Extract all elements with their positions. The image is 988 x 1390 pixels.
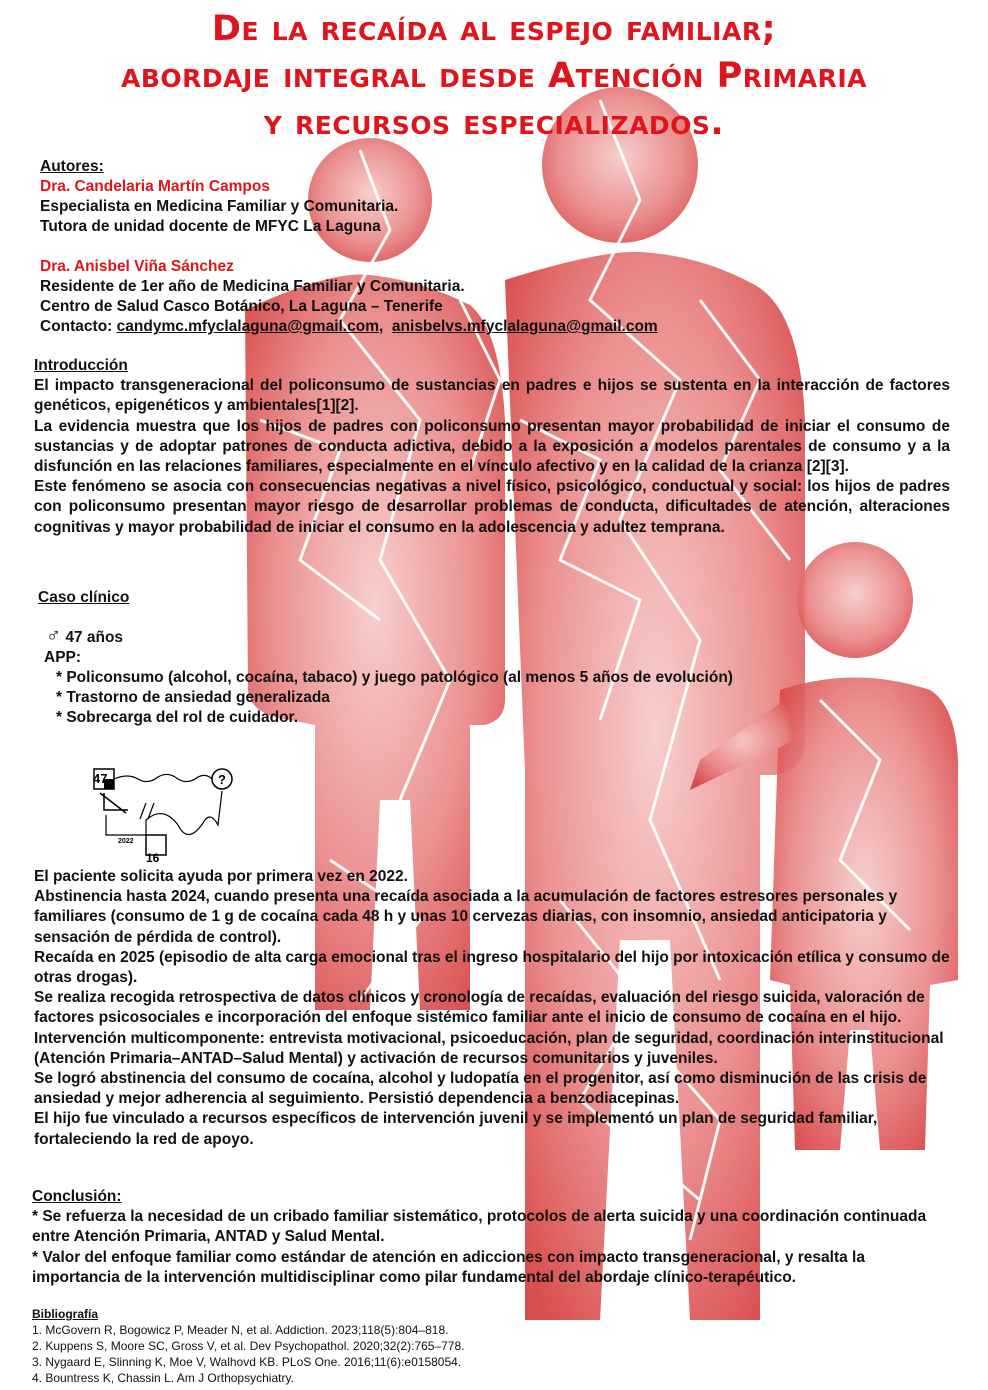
reference-2: 2. Kuppens S, Moore SC, Gross V, et al. Dev Psychopathol. 2020;32(2):765–778. — [32, 1339, 465, 1353]
email-link-2[interactable]: anisbelvs.mfyclalaguna@gmail.com — [391, 318, 658, 335]
narrative-paragraph-7: El hijo fue vinculado a recursos específicos de intervención juvenil y se implementó un plan de seguridad familiar, fortaleciendo la red de apoyo. — [34, 1110, 878, 1148]
title-line-2: abordaje integral desde Atención Primaria — [121, 56, 867, 96]
clinical-case-heading: Caso clínico — [38, 589, 130, 606]
author-1-role-2: Tutora de unidad docente de MFYC La Laguna — [40, 218, 381, 235]
author-2-name: Dra. Anisbel Viña Sánchez — [40, 258, 234, 275]
authors-heading: Autores: — [40, 158, 104, 175]
introduction-section — [34, 356, 950, 538]
introduction-heading: Introducción — [34, 357, 128, 374]
male-symbol-icon: ♂ — [46, 625, 61, 647]
conclusion-heading: Conclusión: — [32, 1188, 122, 1205]
title-line-3: y recursos especializados. — [263, 103, 725, 143]
author-2-role-2: Centro de Salud Casco Botánico, La Laguna – Tenerife — [40, 298, 443, 315]
reference-3: 3. Nygaard E, Slinning K, Moe V, Walhovd KB. PLoS One. 2016;11(6):e0158054. — [32, 1355, 462, 1369]
genogram-relationship-line — [100, 793, 128, 813]
reference-4: 4. Bountress K, Chassin L. Am J Orthopsychiatry. — [32, 1371, 294, 1385]
narrative-paragraph-6: Se logró abstinencia del consumo de cocaína, alcohol y ludopatía en el progenitor, así como disminución de las crisis de ansiedad y mejor adherencia al seguimiento. Persistió dependencia a benzodiacepinas. — [34, 1070, 927, 1108]
contact-line — [40, 317, 658, 337]
title-line-1: De la recaída al espejo familiar; — [211, 9, 777, 49]
narrative-paragraph-4: Se realiza recogida retrospectiva de datos clínicos y cronología de recaídas, evaluación del riesgo suicida, valoración de factores psicosociales e incorporación del enfoque sistémico familiar ante el inicio de consumo de cocaína en el hijo. — [34, 989, 925, 1027]
introduction-paragraph-1: El impacto transgeneracional del policonsumo de sustancias en padres e hijos se sustenta en la interacción de factores genéticos, epigenéticos y ambientales[1][2]. — [34, 377, 950, 415]
genogram-year: 2022 — [118, 838, 134, 845]
genogram-separation-marks — [140, 803, 154, 819]
narrative-paragraph-3: Recaída en 2025 (episodio de alta carga emocional tras el ingreso hospitalario del hijo por intoxicación etílica y consumo de otras drogas). — [34, 948, 950, 987]
narrative-paragraph-2: Abstinencia hasta 2024, cuando presenta una recaída asociada a la acumulación de factores estresores personales y familiares (consumo de 1 g de cocaína cada 48 h y unas 10 cervezas diarias, con insomnio, ansiedad anticipatoria y sensación de pérdida de control). — [34, 888, 898, 946]
patient-age: 47 años — [65, 629, 124, 646]
case-narrative — [34, 867, 954, 1150]
app-label: APP: — [44, 649, 82, 666]
email-separator: , — [378, 318, 384, 335]
author-1-name: Dra. Candelaria Martín Campos — [40, 178, 270, 195]
introduction-paragraph-3: Este fenómeno se asocia con consecuencias negativas a nivel físico, psicológico, conductual y social: los hijos de padres con policonsumo presentan mayor riesgo de desarrollar problemas de conducta, dificultades de atención, alteraciones cognitivas y mayor probabilidad de iniciar el consumo en la adolescencia y adultez temprana. — [34, 478, 950, 536]
authors-section — [40, 157, 658, 337]
genogram-child-age: 16 — [146, 851, 160, 865]
conclusion-point-1: * Se refuerza la necesidad de un cribado familiar sistemático, protocolos de alerta suicida y una coordinación continuada entre Atención Primaria, ANTAD y Salud Mental. — [32, 1208, 927, 1246]
narrative-paragraph-1: El paciente solicita ayuda por primera vez en 2022. — [34, 868, 408, 885]
poster-title — [10, 6, 978, 147]
genogram-diagram — [88, 765, 248, 865]
reference-1: 1. McGovern R, Bogowicz P, Meader N, et al. Addiction. 2023;118(5):804–818. — [32, 1323, 449, 1337]
bibliography-heading: Bibliografía — [32, 1307, 99, 1321]
genogram-partner-mark: ? — [218, 772, 226, 787]
contact-label: Contacto: — [40, 318, 113, 335]
genogram-father-age: 47 — [93, 771, 108, 786]
genogram-couple-line — [114, 774, 212, 781]
patient-line — [34, 626, 733, 648]
email-link-1[interactable]: candymc.mfyclalaguna@gmail.com — [116, 318, 379, 335]
app-item-2: * Trastorno de ansiedad generalizada — [56, 689, 330, 706]
genogram-sibling-line — [106, 791, 222, 835]
app-item-3: * Sobrecarga del rol de cuidador. — [56, 709, 299, 726]
app-item-1: * Policonsumo (alcohol, cocaína, tabaco) y juego patológico (al menos 5 años de evolución) — [56, 669, 733, 686]
conclusion-point-2: * Valor del enfoque familiar como estándar de atención en adicciones con impacto transgeneracional, y resalta la importancia de la intervención multidisciplinar como pilar fundamental del abordaje clínico-terapéutico. — [32, 1248, 865, 1286]
narrative-paragraph-5: Intervención multicomponente: entrevista motivacional, psicoeducación, plan de seguridad, coordinación interinstitucional (Atención Primaria–ANTAD–Salud Mental) y activación de recursos comunitarios y juveniles. — [34, 1029, 944, 1067]
introduction-paragraph-2: La evidencia muestra que los hijos de padres con policonsumo presentan mayor probabilidad de iniciar el consumo de sustancias y de adoptar patrones de conducta adictiva, debido a la exposición a modelos parentales de consumo y a la disfunción en las relaciones familiares, especialmente en el vínculo afectivo y en la calidad de la crianza [2][3]. — [34, 417, 950, 476]
clinical-case-section — [34, 588, 733, 728]
bibliography-section — [32, 1306, 464, 1386]
author-1-role-1: Especialista en Medicina Familiar y Comunitaria. — [40, 198, 399, 215]
author-2-role-1: Residente de 1er año de Medicina Familiar y Comunitaria. — [40, 278, 465, 295]
conclusion-section — [32, 1187, 952, 1288]
